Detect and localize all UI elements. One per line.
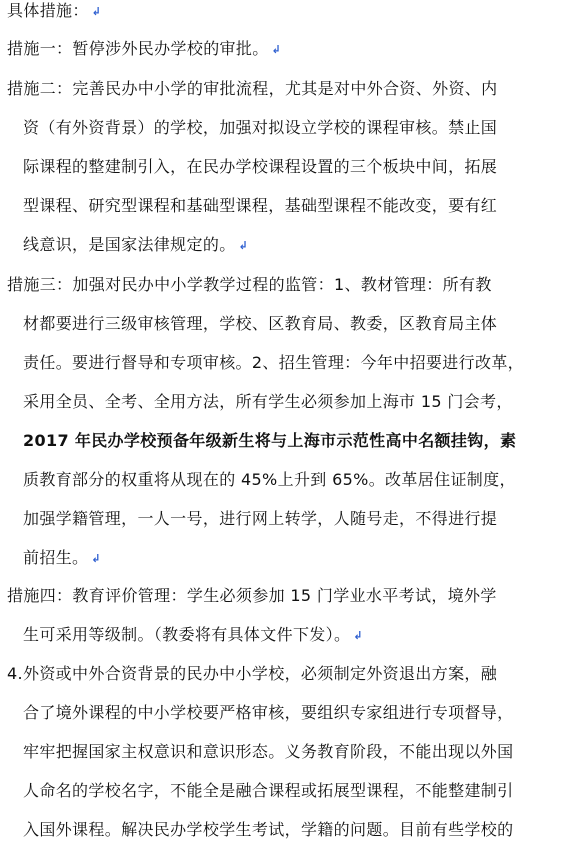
- measure-2-text-2: 资（有外资背景）的学校，加强对拟设立学校的课程审核。禁止国: [23, 118, 498, 137]
- measure-1-text: 措施一：暂停涉外民办学校的审批。: [7, 39, 269, 58]
- measure-3-text-1: 措施三：加强对民办中小学教学过程的监管：1、教材管理：所有教: [7, 275, 492, 294]
- measure-3-line-7: [23, 508, 497, 530]
- measure-3-line-1: [7, 274, 492, 296]
- measure-3-text-6: 质教育部分的权重将从现在的 45%上升到 65%。改革居住证制度，: [23, 470, 516, 489]
- measure-3-text-2: 材都要进行三级审核管理，学校、区教育局、教委，区教育局主体: [23, 314, 498, 333]
- measure-1-line: [7, 38, 281, 60]
- measure-3-line-5: [23, 430, 516, 452]
- measure-4-text-1: 措施四：教育评价管理：学生必须参加 15 门学业水平考试，境外学: [7, 586, 497, 605]
- measure-3-text-5: 2017 年民办学校预备年级新生将与上海市示范性高中名额挂钩，素: [23, 431, 517, 450]
- point-4-text-3: 牢牢把握国家主权意识和意识形态。义务教育阶段，不能出现以外国: [23, 742, 514, 761]
- paragraph-mark-icon: ↲: [353, 629, 363, 642]
- paragraph-mark-icon: ↲: [238, 239, 249, 252]
- measure-2-line-3: [23, 156, 497, 178]
- point-4-line-3: [23, 741, 514, 763]
- measure-3-line-8: [23, 547, 101, 569]
- point-4-line-5: [23, 819, 514, 841]
- measure-4-text-2: 生可采用等级制。（教委将有具体文件下发）。: [23, 625, 351, 644]
- measure-3-line-6: [23, 469, 516, 491]
- heading-text: 具体措施：: [7, 1, 89, 20]
- measure-3-text-7: 加强学籍管理，一人一号，进行网上转学，人随号走，不得进行提: [23, 509, 498, 528]
- point-4-line-2: [23, 702, 514, 724]
- paragraph-mark-icon: ↲: [91, 552, 101, 565]
- measure-3-line-2: [23, 313, 497, 335]
- measure-3-line-4: [23, 391, 513, 413]
- measure-3-line-3: [23, 352, 524, 374]
- measure-3-text-4: 采用全员、全考、全用方法，所有学生必须参加上海市 15 门会考，: [23, 392, 513, 411]
- measure-2-text-5: 线意识，是国家法律规定的。: [23, 235, 236, 254]
- measure-2-line-1: [7, 78, 498, 100]
- point-4-text-4: 人命名的学校名字，不能全是融合课程或拓展型课程，不能整建制引: [23, 781, 514, 800]
- measure-3-text-8: 前招生。: [23, 548, 89, 567]
- measure-2-line-5: [23, 234, 248, 256]
- paragraph-mark-icon: ↲: [271, 43, 282, 56]
- point-4-text-1: 4.外资或中外合资背景的民办中小学校，必须制定外资退出方案，融: [7, 664, 498, 683]
- measure-4-line-1: [7, 585, 497, 607]
- measure-2-text-3: 际课程的整建制引入，在民办学校课程设置的三个板块中间，拓展: [23, 157, 498, 176]
- point-4-line-4: [23, 780, 514, 802]
- point-4-text-2: 合了境外课程的中小学校要严格审核，要组织专家组进行专项督导，: [23, 703, 514, 722]
- point-4-line-1: [7, 663, 497, 685]
- measure-2-text-4: 型课程、研究型课程和基础型课程，基础型课程不能改变，要有红: [23, 196, 498, 215]
- measure-2-line-2: [23, 117, 497, 139]
- measure-2-text-1: 措施二：完善民办中小学的审批流程，尤其是对中外合资、外资、内: [7, 79, 498, 98]
- measure-4-line-2: [23, 624, 363, 646]
- measure-2-line-4: [23, 195, 497, 217]
- point-4-text-5: 入国外课程。解决民办学校学生考试，学籍的问题。目前有些学校的: [23, 820, 514, 839]
- heading-line: [7, 0, 101, 22]
- paragraph-mark-icon: ↲: [91, 5, 102, 18]
- measure-3-text-3: 责任。要进行督导和专项审核。2、招生管理：今年中招要进行改革，: [23, 353, 525, 372]
